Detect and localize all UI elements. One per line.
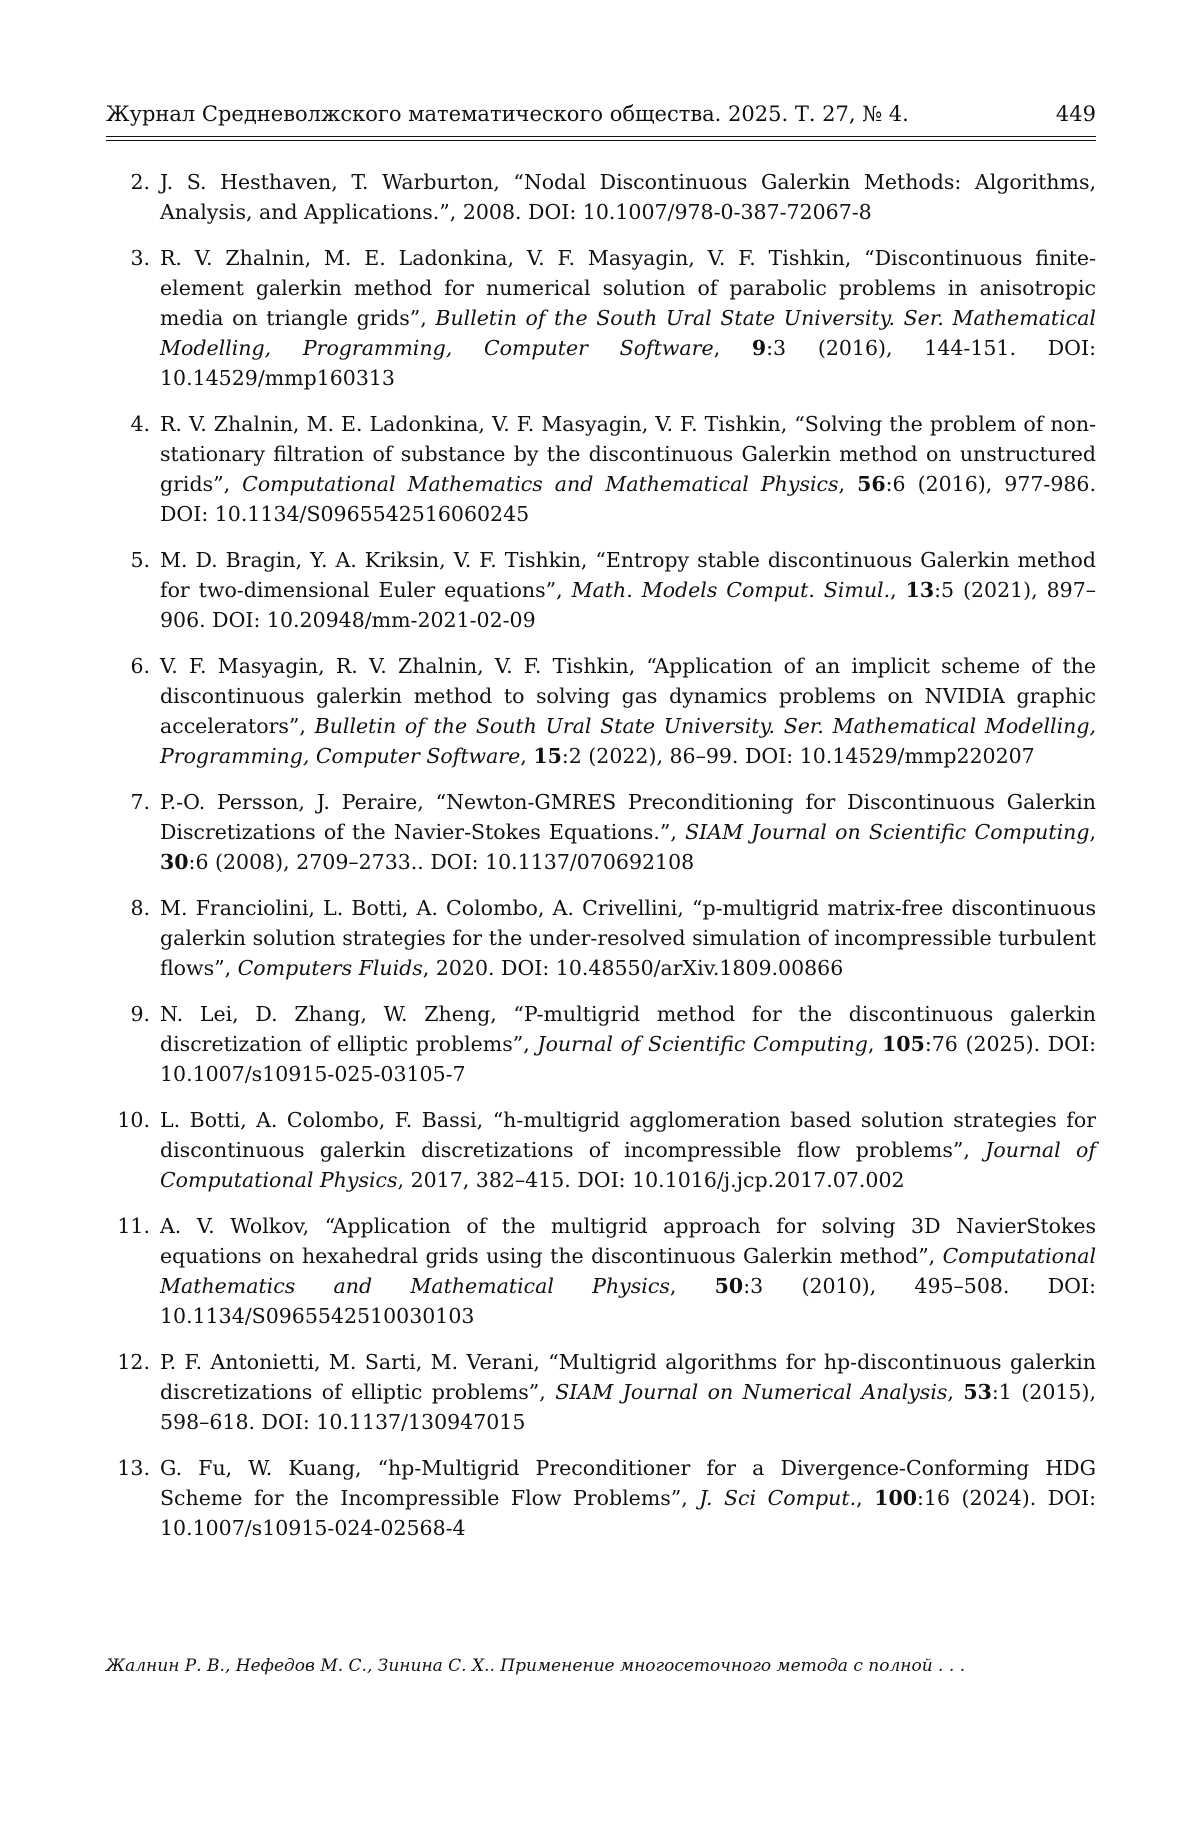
reference-number: 9. bbox=[130, 1002, 150, 1026]
reference-segment: L. Botti, A. Colombo, F. Bassi, “h-multigrid agglomeration based solution strategies for discontinuous galerkin discretizations of incompressible flow problems”, bbox=[160, 1108, 1096, 1162]
running-footer: Жалнин Р. В., Нефедов М. С., Зинина С. Х.. Применение многосеточного метода с полной . . . bbox=[106, 1656, 966, 1676]
reference-venue: Journal of Computational Physics bbox=[160, 1138, 1096, 1192]
reference-segment: J. S. Hesthaven, T. Warburton, “Nodal Discontinuous Galerkin Methods: Algorithms, Analysis, and Applications.”, 2008. DOI: 10.1007/978-0-387-72067-8 bbox=[160, 170, 1096, 224]
reference-segment: :3 (2016), 144-151. DOI: 10.14529/mmp160313 bbox=[160, 336, 1096, 390]
header-rule bbox=[106, 136, 1096, 137]
reference-venue: Bulletin of the South Ural State University. Ser. Mathematical Modelling, Programming, Computer Software bbox=[160, 714, 1096, 768]
reference-venue: Computational Mathematics and Mathematical Physics bbox=[160, 1244, 1096, 1298]
reference-item bbox=[106, 651, 1096, 771]
reference-segment: :2 (2022), 86–99. DOI: 10.14529/mmp220207 bbox=[561, 744, 1035, 768]
running-header bbox=[106, 102, 1096, 136]
reference-segment: , bbox=[520, 744, 534, 768]
reference-volume: 13 bbox=[905, 578, 935, 602]
reference-volume: 9 bbox=[751, 336, 767, 360]
reference-item bbox=[106, 167, 1096, 227]
reference-item bbox=[106, 243, 1096, 393]
reference-number: 5. bbox=[130, 548, 150, 572]
reference-item bbox=[106, 545, 1096, 635]
reference-segment: , 2017, 382–415. DOI: 10.1016/j.jcp.2017.07.002 bbox=[397, 1168, 905, 1192]
reference-segment: , bbox=[669, 1274, 715, 1298]
reference-venue: Journal of Scientific Computing bbox=[537, 1032, 868, 1056]
reference-segment: , bbox=[856, 1486, 875, 1510]
reference-venue: Computational Mathematics and Mathematical Physics bbox=[242, 472, 839, 496]
reference-venue: Math. Models Comput. Simul. bbox=[571, 578, 891, 602]
reference-item bbox=[106, 409, 1096, 529]
reference-volume: 53 bbox=[963, 1380, 992, 1404]
reference-number: 13. bbox=[117, 1456, 150, 1480]
reference-text bbox=[160, 167, 1096, 227]
reference-segment: N. Lei, D. Zhang, W. Zheng, “P-multigrid method for the discontinuous galerkin discretization of elliptic problems”, bbox=[160, 1002, 1096, 1056]
reference-text bbox=[160, 999, 1096, 1089]
reference-segment: A. V. Wolkov, “Application of the multigrid approach for solving 3D NavierStokes equations on hexahedral grids using the discontinuous Galerkin method”, bbox=[160, 1214, 1096, 1268]
reference-number: 8. bbox=[130, 896, 150, 920]
reference-segment: :6 (2008), 2709–2733.. DOI: 10.1137/070692108 bbox=[188, 850, 695, 874]
reference-segment: M. Franciolini, L. Botti, A. Colombo, A. Crivellini, “p-multigrid matrix-free discontinuous galerkin solution strategies for the under-resolved simulation of incompressible turbulent flows”, bbox=[160, 896, 1096, 980]
reference-item bbox=[106, 1105, 1096, 1195]
reference-segment: :5 (2021), 897–906. DOI: 10.20948/mm-2021-02-09 bbox=[160, 578, 1096, 632]
reference-segment: , bbox=[713, 336, 752, 360]
reference-number: 10. bbox=[117, 1108, 150, 1132]
reference-volume: 15 bbox=[533, 744, 562, 768]
reference-number: 2. bbox=[130, 170, 150, 194]
reference-text bbox=[160, 243, 1096, 393]
reference-volume: 50 bbox=[714, 1274, 744, 1298]
reference-number: 4. bbox=[130, 412, 150, 436]
reference-segment: P. F. Antonietti, M. Sarti, M. Verani, “Multigrid algorithms for hp-discontinuous galerkin discretizations of elliptic problems”, bbox=[160, 1350, 1096, 1404]
reference-text bbox=[160, 409, 1096, 529]
reference-volume: 105 bbox=[882, 1032, 925, 1056]
reference-segment: , bbox=[838, 472, 858, 496]
reference-volume: 100 bbox=[874, 1486, 917, 1510]
reference-venue: SIAM Journal on Scientific Computing bbox=[685, 820, 1090, 844]
reference-text bbox=[160, 1453, 1096, 1543]
reference-segment: , bbox=[890, 578, 906, 602]
reference-item bbox=[106, 787, 1096, 877]
reference-list bbox=[106, 167, 1096, 1543]
reference-segment: , 2020. DOI: 10.48550/arXiv.1809.00866 bbox=[422, 956, 844, 980]
reference-segment: :76 (2025). DOI: 10.1007/s10915-025-03105-7 bbox=[160, 1032, 1096, 1086]
reference-number: 11. bbox=[117, 1214, 150, 1238]
reference-segment: V. F. Masyagin, R. V. Zhalnin, V. F. Tishkin, “Application of an implicit scheme of the discontinuous galerkin method to solving gas dynamics problems on NVIDIA graphic accelerators”, bbox=[160, 654, 1096, 738]
reference-number: 7. bbox=[130, 790, 150, 814]
reference-text bbox=[160, 1105, 1096, 1195]
reference-text bbox=[160, 545, 1096, 635]
reference-venue: Computers Fluids bbox=[237, 956, 423, 980]
reference-venue: J. Sci Comput. bbox=[699, 1486, 857, 1510]
reference-segment: :6 (2016), 977-986. DOI: 10.1134/S0965542516060245 bbox=[160, 472, 1096, 526]
reference-segment: R. V. Zhalnin, M. E. Ladonkina, V. F. Masyagin, V. F. Tishkin, “Solving the problem of non-stationary filtration of substance by the discontinuous Galerkin method on unstructured grids”, bbox=[160, 412, 1096, 496]
page bbox=[106, 102, 1096, 1559]
reference-segment: R. V. Zhalnin, M. E. Ladonkina, V. F. Masyagin, V. F. Tishkin, “Discontinuous finite-element galerkin method for numerical solution of parabolic problems in anisotropic media on triangle grids”, bbox=[160, 246, 1096, 330]
reference-text bbox=[160, 893, 1096, 983]
reference-segment: :1 (2015), 598–618. DOI: 10.1137/130947015 bbox=[160, 1380, 1096, 1434]
reference-number: 12. bbox=[117, 1350, 150, 1374]
reference-item bbox=[106, 1347, 1096, 1437]
journal-title: Журнал Средневолжского математического общества. 2025. Т. 27, № 4. bbox=[106, 102, 909, 126]
reference-venue: Bulletin of the South Ural State University. Ser. Mathematical Modelling, Programming, Computer Software bbox=[160, 306, 1096, 360]
reference-volume: 56 bbox=[857, 472, 886, 496]
reference-segment: , bbox=[867, 1032, 883, 1056]
reference-segment: G. Fu, W. Kuang, “hp-Multigrid Preconditioner for a Divergence-Conforming HDG Scheme for the Incompressible Flow Problems”, bbox=[160, 1456, 1096, 1510]
reference-venue: SIAM Journal on Numerical Analysis bbox=[555, 1380, 948, 1404]
reference-number: 6. bbox=[130, 654, 150, 678]
reference-item bbox=[106, 999, 1096, 1089]
reference-text bbox=[160, 651, 1096, 771]
reference-segment: M. D. Bragin, Y. A. Kriksin, V. F. Tishkin, “Entropy stable discontinuous Galerkin method for two-dimensional Euler equations”, bbox=[160, 548, 1096, 602]
reference-item bbox=[106, 893, 1096, 983]
reference-text bbox=[160, 787, 1096, 877]
reference-text bbox=[160, 1211, 1096, 1331]
reference-item bbox=[106, 1453, 1096, 1543]
page-number: 449 bbox=[1055, 102, 1096, 126]
reference-number: 3. bbox=[130, 246, 150, 270]
header-rule-double bbox=[106, 140, 1096, 141]
reference-volume: 30 bbox=[160, 850, 189, 874]
reference-segment: , bbox=[1089, 820, 1096, 844]
reference-segment: , bbox=[947, 1380, 964, 1404]
reference-text bbox=[160, 1347, 1096, 1437]
reference-segment: P.-O. Persson, J. Peraire, “Newton-GMRES Preconditioning for Discontinuous Galerkin Discretizations of the Navier-Stokes Equations.”, bbox=[160, 790, 1096, 844]
reference-item bbox=[106, 1211, 1096, 1331]
reference-segment: :3 (2010), 495–508. DOI: 10.1134/S0965542510030103 bbox=[160, 1274, 1096, 1328]
reference-segment: :16 (2024). DOI: 10.1007/s10915-024-02568-4 bbox=[160, 1486, 1096, 1540]
